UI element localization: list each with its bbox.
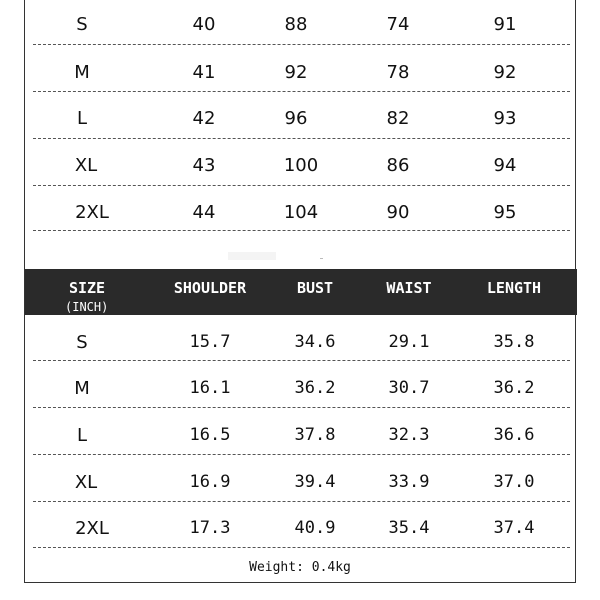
- value-cell: 41: [192, 61, 216, 83]
- value-cell: 95: [493, 201, 517, 223]
- header-bust: BUST: [296, 279, 334, 297]
- header-shoulder: SHOULDER: [173, 279, 247, 297]
- row-divider: [33, 185, 570, 186]
- header-size: SIZE: [68, 279, 106, 297]
- header-length: LENGTH: [486, 279, 542, 297]
- shoulder-cell: 17.3: [189, 518, 231, 538]
- row-divider: [33, 91, 570, 92]
- size-cell: 2XL: [75, 201, 109, 223]
- value-cell: 88: [284, 13, 308, 35]
- shoulder-cell: 16.5: [189, 425, 231, 445]
- bust-cell: 37.8: [294, 425, 336, 445]
- value-cell: 43: [192, 154, 216, 176]
- size-cell: S: [76, 13, 88, 35]
- faint-mark: [228, 252, 276, 260]
- table-row: [0, 153, 600, 177]
- row-divider: [33, 547, 570, 548]
- bust-cell: 34.6: [294, 332, 336, 352]
- faint-dot: [320, 258, 323, 259]
- shoulder-cell: 16.9: [189, 472, 231, 492]
- value-cell: 78: [386, 61, 410, 83]
- size-cell: 2XL: [75, 517, 109, 539]
- length-cell: 37.0: [493, 472, 535, 492]
- value-cell: 91: [493, 13, 517, 35]
- waist-cell: 32.3: [388, 425, 430, 445]
- size-cell: M: [74, 61, 90, 83]
- row-divider: [33, 454, 570, 455]
- table-row: [0, 330, 600, 354]
- bust-cell: 40.9: [294, 518, 336, 538]
- table-row: [0, 200, 600, 224]
- value-cell: 44: [192, 201, 216, 223]
- value-cell: 82: [386, 107, 410, 129]
- table-row: [0, 516, 600, 540]
- table-row: [0, 106, 600, 130]
- table-header: [25, 269, 577, 315]
- bust-cell: 36.2: [294, 378, 336, 398]
- row-divider: [33, 44, 570, 45]
- row-divider: [33, 230, 570, 231]
- length-cell: 36.2: [493, 378, 535, 398]
- value-cell: 86: [386, 154, 410, 176]
- value-cell: 42: [192, 107, 216, 129]
- value-cell: 74: [386, 13, 410, 35]
- table-row: [0, 423, 600, 447]
- row-divider: [33, 501, 570, 502]
- waist-cell: 30.7: [388, 378, 430, 398]
- size-cell: L: [76, 424, 88, 446]
- table-row: [0, 470, 600, 494]
- value-cell: 90: [386, 201, 410, 223]
- table-row: [0, 376, 600, 400]
- value-cell: 100: [283, 154, 319, 176]
- row-divider: [33, 407, 570, 408]
- value-cell: 96: [284, 107, 308, 129]
- value-cell: 40: [192, 13, 216, 35]
- waist-cell: 33.9: [388, 472, 430, 492]
- size-cell: S: [76, 331, 88, 353]
- size-cell: XL: [74, 471, 98, 493]
- value-cell: 104: [283, 201, 319, 223]
- row-divider: [33, 138, 570, 139]
- length-cell: 36.6: [493, 425, 535, 445]
- waist-cell: 35.4: [388, 518, 430, 538]
- weight-note: Weight: 0.4kg: [249, 560, 351, 575]
- bust-cell: 39.4: [294, 472, 336, 492]
- header-unit: (INCH): [65, 300, 109, 314]
- table-row: [0, 12, 600, 36]
- length-cell: 37.4: [493, 518, 535, 538]
- value-cell: 93: [493, 107, 517, 129]
- size-cell: L: [76, 107, 88, 129]
- table-row: [0, 60, 600, 84]
- value-cell: 94: [493, 154, 517, 176]
- size-cell: M: [74, 377, 90, 399]
- header-waist: WAIST: [386, 279, 432, 297]
- shoulder-cell: 15.7: [189, 332, 231, 352]
- value-cell: 92: [493, 61, 517, 83]
- row-divider: [33, 360, 570, 361]
- waist-cell: 29.1: [388, 332, 430, 352]
- value-cell: 92: [284, 61, 308, 83]
- shoulder-cell: 16.1: [189, 378, 231, 398]
- length-cell: 35.8: [493, 332, 535, 352]
- size-cell: XL: [74, 154, 98, 176]
